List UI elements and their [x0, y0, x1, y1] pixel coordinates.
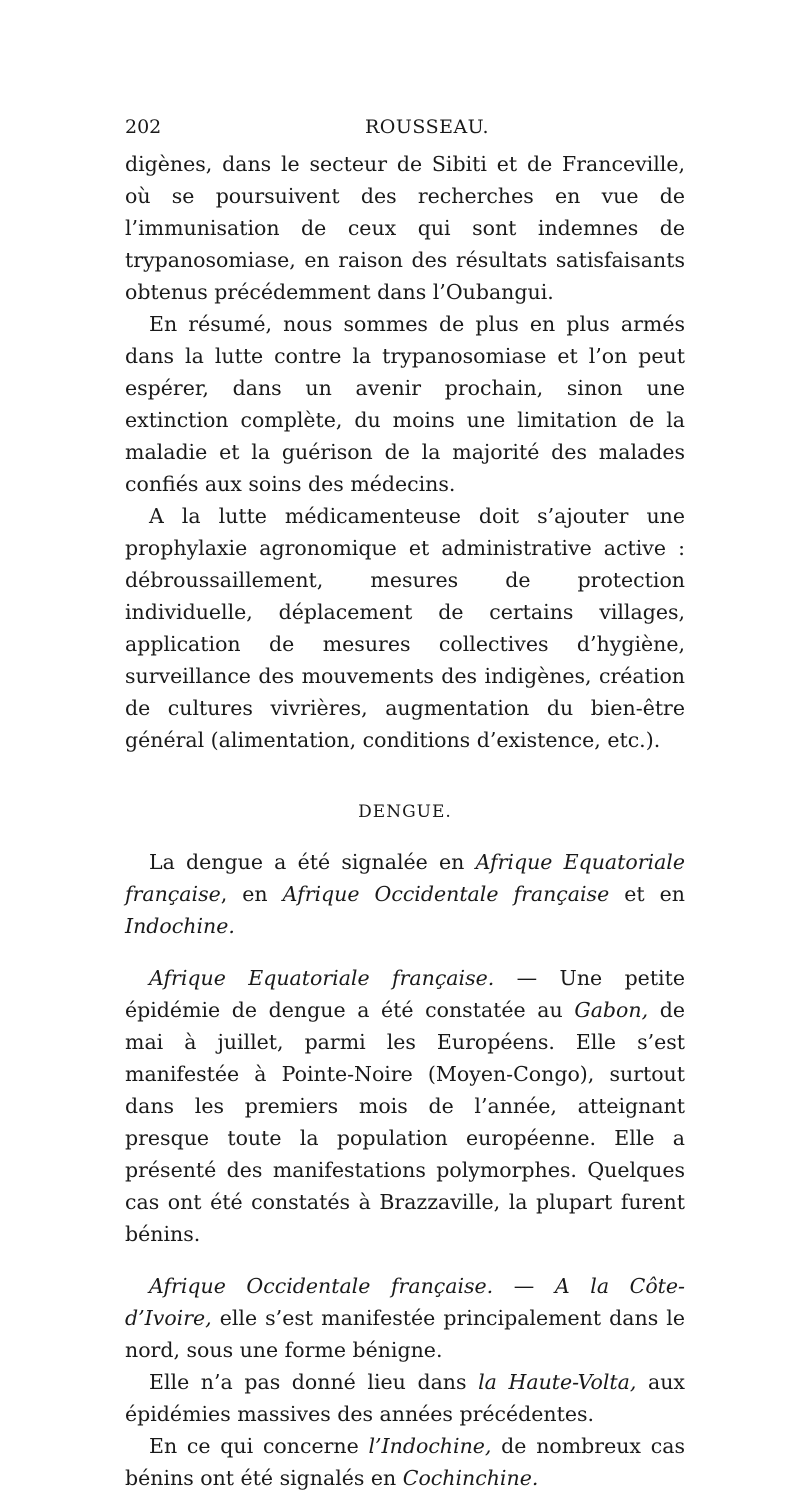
text-run: elle s’est manifestée principalement dans le nord, sous une forme bénigne. — [125, 1306, 685, 1362]
paragraph-aof — [125, 1270, 685, 1366]
paragraph-haute-volta — [125, 1366, 685, 1430]
text-run: La dengue a été signalée en — [149, 850, 476, 874]
italic-subhead-aof: Afrique Occidentale française. — [149, 1274, 494, 1298]
paragraph-prophylaxis: A la lutte médicamenteuse doit s’ajouter une prophylaxie agronomique et administrative active : débroussaillement, mesures de protection individuelle, déplacement de certains villages, application de mesures collectives d’hygiène, surveillance des mouvements des indigènes, création de cultures vivrières, augmentation du bien-être général (alimentation, conditions d’existence, etc.). — [125, 504, 685, 752]
italic-place-gabon: Gabon, — [574, 998, 649, 1022]
page-header — [125, 112, 685, 142]
italic-place-cote-divoire: A la Côte-d’Ivoire, — [125, 1274, 685, 1330]
paragraph-dengue-intro — [125, 846, 685, 942]
paragraph-aef — [125, 962, 685, 1250]
paragraph-gap — [125, 1250, 685, 1270]
page-number: 202 — [125, 116, 162, 138]
text-run: , en — [220, 882, 283, 906]
italic-subhead-aef: Afrique Equatoriale française. — [149, 966, 495, 990]
text-run: et en — [609, 882, 685, 906]
italic-place-cochinchine: Cochinchine. — [402, 1466, 539, 1490]
paragraph-continued: digènes, dans le secteur de Sibiti et de Franceville, où se poursuivent des recherches en vue de l’immunisation de ceux qui sont indemnes de trypanosomiase, en raison des résultats satisfaisants obtenus précédemment dans l’Oubangui. — [125, 152, 685, 304]
text-run: — — [493, 1274, 555, 1298]
italic-place-aef: Afrique Equatoriale française — [125, 850, 685, 906]
paragraph-gap — [125, 942, 685, 962]
section-heading-dengue: DENGUE. — [358, 802, 452, 822]
text-run: de nombreux cas bénins ont été signalés en — [125, 1434, 685, 1490]
italic-place-aof: Afrique Occidentale française — [282, 882, 610, 906]
italic-place-haute-volta: la Haute-Volta, — [478, 1370, 637, 1394]
text-run: En ce qui concerne — [149, 1434, 369, 1458]
text-run: de mai à juillet, parmi les Européens. Elle s’est manifestée à Pointe-Noire (Moyen-Congo), surtout dans les premiers mois de l’année, atteignant presque toute la population européenne. Elle a présenté des manifestations polymorphes. Quelques cas ont été constatés à Brazzaville, la plupart furent bénins. — [125, 998, 685, 1246]
body-text — [125, 148, 685, 1494]
paragraph-indochine — [125, 1430, 685, 1494]
italic-place-indochine-ref: l’Indochine, — [368, 1434, 492, 1458]
text-run: — Une petite épidémie de dengue a été constatée au — [125, 966, 685, 1022]
document-page — [125, 112, 685, 1494]
text-run: aux épidémies massives des années précédentes. — [125, 1370, 685, 1426]
text-run: Elle n’a pas donné lieu dans — [149, 1370, 479, 1394]
paragraph-summary: En résumé, nous sommes de plus en plus armés dans la lutte contre la trypanosomiase et l’on peut espérer, dans un avenir prochain, sinon une extinction complète, du moins une limitation de la maladie et la guérison de la majorité des malades confiés aux soins des médecins. — [125, 312, 685, 496]
italic-place-indochine: Indochine. — [125, 914, 235, 938]
running-head: ROUSSEAU. — [365, 116, 489, 138]
